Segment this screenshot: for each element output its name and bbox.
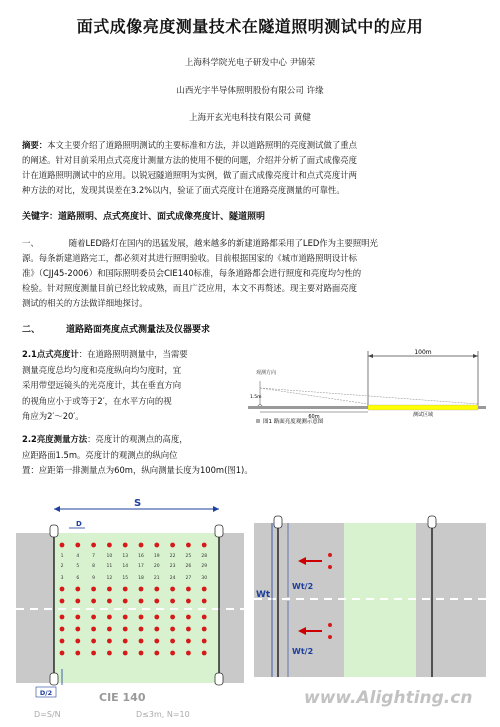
measurement-point [107, 599, 112, 604]
lamp-top-right [428, 516, 436, 528]
keywords-text: 道路照明、点式亮度计、面式成像亮度计、隧道照明 [58, 212, 266, 222]
measurement-point [91, 627, 96, 632]
point-number: 14 [122, 564, 129, 569]
subsection-2-1-line-4: 的视角应小于或等于2′，在水平方向的视 [22, 395, 172, 406]
section-1 [22, 236, 482, 311]
lane-point [328, 553, 332, 557]
measurement-point [75, 627, 80, 632]
test-area [368, 405, 478, 410]
point-number: 19 [153, 554, 160, 559]
lane-point [328, 635, 332, 639]
subsection-2-1-line-2: 测量亮度总均匀度和亮度纵向均匀度时，宜 [22, 364, 182, 375]
measurement-point [91, 639, 96, 644]
measurement-point [154, 587, 159, 592]
lane-point [328, 623, 332, 627]
label-100m: 100m [414, 349, 432, 356]
point-number: 17 [138, 564, 144, 569]
measurement-point [107, 627, 112, 632]
measurement-point [139, 543, 144, 548]
paper-title: 面式成像亮度测量技术在隧道照明测试中的应用 [76, 17, 424, 36]
measurement-point [202, 651, 207, 656]
section-1-number: 一、 [22, 238, 39, 248]
measurement-point [139, 627, 144, 632]
label-formula-right: D≤3m, N=10 [136, 710, 190, 719]
abstract-line-4: 种方法的对比，发现其误差在3.2%以内，验证了面式亮度计在道路亮度测量的可靠性。 [22, 185, 345, 195]
measurement-point [202, 639, 207, 644]
measurement-point [186, 587, 191, 592]
measurement-point [123, 599, 128, 604]
label-Wt2-top: Wt/2 [292, 582, 314, 591]
measurement-point [75, 543, 80, 548]
point-number: 2 [60, 564, 64, 569]
point-number: 16 [138, 554, 144, 559]
measurement-point [60, 587, 65, 592]
measurement-point [139, 615, 144, 620]
subsection-2-1 [22, 347, 242, 425]
measurement-point [123, 651, 128, 656]
point-number: 25 [185, 554, 192, 559]
figure-2-cie140-grid [14, 497, 246, 722]
measurement-point [107, 587, 112, 592]
lamp-top-left [274, 516, 282, 528]
author-line-1: 上海科学院光电子研发中心 尹锦荣 [184, 58, 316, 68]
measurement-point [91, 615, 96, 620]
label-D: D [76, 520, 82, 528]
measurement-point [139, 587, 144, 592]
measurement-point [139, 639, 144, 644]
point-number: 5 [76, 564, 80, 569]
abstract-label: 摘要： [22, 140, 48, 150]
measurement-point [75, 651, 80, 656]
point-number: 11 [106, 564, 113, 569]
section-2-heading [22, 322, 210, 335]
measurement-point [170, 639, 175, 644]
measurement-point [186, 543, 191, 548]
section-1-line-2: 源。每条新建道路完工，都必须对其进行照明验收。目前根据国家的《城市道路照明设计标 [22, 253, 357, 263]
measurement-point [170, 651, 175, 656]
point-number: 28 [201, 554, 208, 559]
measurement-point [186, 627, 191, 632]
measurement-point [154, 627, 159, 632]
measurement-point [91, 587, 96, 592]
measurement-point [75, 587, 80, 592]
point-number: 29 [201, 564, 208, 569]
abstract-line-2: 的阐述。针对目前采用点式亮度计测量方法的使用不便的问题，介绍并分析了面式成像亮度 [22, 155, 357, 165]
sight-line-1 [260, 388, 368, 404]
section-2-title: 道路路面亮度点式测量法及仪器要求 [66, 325, 211, 335]
point-number: 1 [60, 554, 64, 559]
point-number: 20 [153, 564, 160, 569]
subsection-2-2-line-1: ：亮度计的观测点的高度， [87, 434, 188, 444]
label-D2: D/2 [39, 689, 53, 697]
figure-1-observation-diagram [248, 346, 486, 428]
measurement-point [154, 543, 159, 548]
subsection-2-1-line-5: 角应为2′～20′。 [22, 411, 84, 421]
keywords [22, 209, 265, 222]
sight-line-2 [260, 388, 478, 404]
point-number: 3 [60, 576, 64, 581]
measurement-point [154, 599, 159, 604]
point-number: 18 [138, 576, 144, 581]
section-1-line-4: 检验。针对照度测量目前已经比较成熟，而且广泛应用，本文不再赘述。现主要对路面亮度 [22, 283, 357, 293]
measurement-point [60, 627, 65, 632]
lamp-top-right [215, 525, 223, 537]
measurement-point [202, 627, 207, 632]
section-2-number: 二、 [22, 325, 41, 335]
label-Wt2-bottom: Wt/2 [292, 647, 314, 656]
measurement-point [107, 639, 112, 644]
measurement-point [123, 627, 128, 632]
arrow-right [473, 354, 478, 358]
label-S: S [134, 498, 142, 509]
measurement-point [60, 543, 65, 548]
abstract [22, 138, 482, 198]
label-1-5m: 1.5m [250, 395, 262, 400]
measurement-point [186, 639, 191, 644]
measurement-point [123, 543, 128, 548]
section-1-line-1: 随着LED路灯在国内的迅猛发展，越来越多的新建道路都采用了LED作为主要照明光 [68, 238, 378, 248]
measurement-point [170, 543, 175, 548]
point-number: 6 [76, 576, 80, 581]
measurement-point [202, 543, 207, 548]
measurement-point [107, 543, 112, 548]
measurement-point [170, 615, 175, 620]
lane-point [328, 565, 332, 569]
measurement-point [60, 615, 65, 620]
keywords-label: 关键字： [22, 212, 59, 222]
label-60m: 60m [308, 414, 320, 420]
point-number: 15 [122, 576, 129, 581]
measurement-point [60, 651, 65, 656]
caption-marker [256, 419, 260, 423]
measurement-point [154, 651, 159, 656]
point-number: 8 [92, 564, 96, 569]
point-number: 10 [106, 554, 113, 559]
author-line-2: 山西光宇半导体照明股份有限公司 许缘 [176, 86, 324, 96]
abstract-line-1: 本文主要介绍了道路照明测试的主要标准和方法，并以道路照明的亮度测试做了重点 [47, 140, 357, 150]
measurement-point [186, 651, 191, 656]
measurement-point [170, 599, 175, 604]
point-number: 24 [169, 576, 176, 581]
subsection-2-1-line-3: 采用带望远镜头的光亮度计，其在垂直方向 [22, 380, 182, 390]
point-number: 30 [201, 576, 208, 581]
section-1-line-5: 测试的相关的方法做详细地探讨。 [22, 298, 148, 308]
point-number: 22 [169, 554, 176, 559]
watermark: www.Alighting.cn [304, 688, 473, 708]
label-observer: 观测方向 [256, 370, 277, 376]
measurement-point [202, 587, 207, 592]
point-number: 9 [92, 576, 96, 581]
label-formula-left: D=S/N [34, 710, 61, 719]
arrow-left [368, 354, 373, 358]
point-number: 4 [76, 554, 80, 559]
point-number: 13 [122, 554, 129, 559]
label-test-area: 测试区域 [412, 412, 434, 418]
dim-S-arrow-right [213, 506, 219, 512]
point-number: 27 [185, 576, 192, 581]
subsection-2-2 [22, 432, 482, 479]
subsection-2-1-line-1: ：在道路照明测量中，当需要 [78, 349, 188, 359]
lamp-bottom-right [215, 673, 223, 685]
measurement-point [91, 543, 96, 548]
lamp-bottom-left [50, 673, 58, 685]
point-number: 7 [92, 554, 96, 559]
measurement-point [154, 615, 159, 620]
measurement-point [170, 627, 175, 632]
author-line-3: 上海开玄光电科技有限公司 黄健 [189, 113, 311, 123]
label-cie140: CIE 140 [99, 691, 146, 704]
measurement-point [75, 639, 80, 644]
measurement-point [139, 651, 144, 656]
measurement-point [75, 615, 80, 620]
measurement-point [60, 599, 65, 604]
measurement-point [202, 615, 207, 620]
lamp-top-left [50, 525, 58, 537]
subsection-2-1-label: 2.1点式亮度计 [22, 349, 79, 359]
point-number: 21 [153, 576, 160, 581]
measurement-point [75, 599, 80, 604]
subsection-2-2-line-3: 置：应距第一排测量点为60m，纵向测量长度为100m(图1)。 [22, 465, 253, 475]
measurement-point [186, 599, 191, 604]
label-Wt: Wt [256, 590, 271, 600]
figure-3-wt-diagram [252, 511, 488, 689]
section-1-line-3: 准》（CJJ45-2006）和国际照明委员会CIE140标准，每条道路都会进行照度和亮度均匀性的 [22, 268, 362, 278]
point-number: 26 [185, 564, 192, 569]
measurement-point [107, 615, 112, 620]
subsection-2-2-label: 2.2亮度测量方法 [22, 434, 88, 444]
point-number: 23 [169, 564, 176, 569]
figure-1-caption: 图1 路面亮度观测示意图 [263, 419, 324, 425]
measurement-point [91, 651, 96, 656]
dim-S-arrow-left [54, 506, 60, 512]
measurement-point [123, 639, 128, 644]
measurement-point [186, 615, 191, 620]
measurement-point [154, 639, 159, 644]
subsection-2-2-line-2: 应距路面1.5m。亮度计的观测点的纵向位 [22, 449, 178, 460]
measurement-point [91, 599, 96, 604]
abstract-line-3: 计在道路照明测试中的应用。以锐冠隧道照明为实例，做了面式成像亮度计和点式亮度计两 [22, 170, 357, 180]
measurement-point [107, 651, 112, 656]
measurement-point [123, 615, 128, 620]
measurement-point [170, 587, 175, 592]
measurement-point [139, 599, 144, 604]
point-number: 12 [106, 576, 113, 581]
measurement-point [202, 599, 207, 604]
measurement-point [123, 587, 128, 592]
measurement-point [60, 639, 65, 644]
